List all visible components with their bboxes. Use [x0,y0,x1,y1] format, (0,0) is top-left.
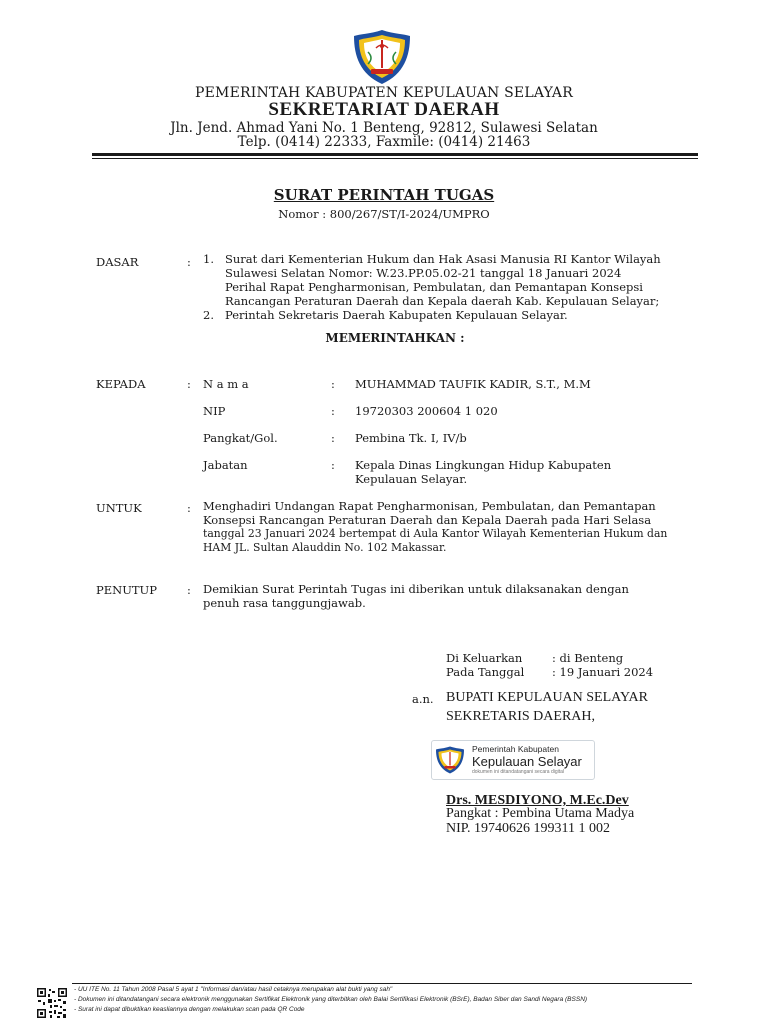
signer-title-line1: BUPATI KEPULAUAN SELAYAR [446,690,648,705]
name-field-label: N a m a [203,377,249,391]
government-name: PEMERINTAH KABUPATEN KEPULAUAN SELAYAR [195,85,573,101]
office-address: Jln. Jend. Ahmad Yani No. 1 Benteng, 92812, Sulawesi Selatan [170,120,598,136]
letterhead-rule-thick [92,153,698,156]
kepada-colon: : [187,377,191,391]
footer-note: - Dokumen ini ditandatangani secara elektronik menggunakan Sertifikat Elektronik yang diterbitkan oleh Balai Sertifikasi Elektronik (BSrE), Badan Siber dan Sandi Negara (BSSN) [74,996,588,1003]
penutup-label: PENUTUP [96,583,157,597]
order-heading: MEMERINTAHKAN : [325,331,465,345]
nip-field-value: 19720303 200604 1 020 [355,404,498,418]
untuk-text: Menghadiri Undangan Rapat Pengharmonisan, Pembulatan, dan Pemantapan Konsepsi Rancangan Peraturan Daerah dan Kepala Daerah pada Hari Selasa tanggal 23 Januari 2024 bertempat di Aula Kantor Wilayah Kementerian Hukum dan HAM JL. Sultan Alauddin No. 102 Makassar. [203,499,668,554]
e-sign-line1: Pemerintah Kabupaten [472,744,559,754]
footer-rule [72,983,692,984]
issued-place-value: : di Benteng [552,651,624,665]
letterhead-rule-thin [92,158,698,159]
document-title: SURAT PERINTAH TUGAS [273,186,495,204]
an-label: a.n. [412,692,434,706]
issued-date-label: Pada Tanggal [446,665,525,679]
footer-notes [74,985,714,1015]
untuk-label: UNTUK [96,501,142,515]
document-number: Nomor : 800/267/ST/I-2024/UMPRO [278,207,490,221]
qr-code-icon[interactable] [36,987,68,1019]
rank-field-label: Pangkat/Gol. [203,431,278,445]
office-name: SEKRETARIAT DAERAH [268,99,500,120]
rank-field-value: Pembina Tk. I, IV/b [355,431,467,445]
e-sign-line2: Kepulauan Selayar [472,754,582,769]
dasar-item: 2. Perintah Sekretaris Daerah Kabupaten Kepulauan Selayar. [203,308,568,322]
dasar-colon: : [187,255,191,269]
position-field-value: Kepala Dinas Lingkungan Hidup Kabupaten Kepulauan Selayar. [355,458,612,486]
kepada-label: KEPADA [96,377,146,391]
signer-name: Drs. MESDIYONO, M.Ec.Dev [446,793,629,808]
signer-nip: NIP. 19740626 199311 1 002 [446,821,610,836]
footer-note: - UU ITE No. 11 Tahun 2008 Pasal 5 ayat 1 "Informasi dan/atau hasil cetaknya merupakan alat bukti yang sah" [74,986,393,993]
footer-note: - Surat ini dapat dibuktikan keasliannya dengan melakukan scan pada QR Code [74,1006,305,1013]
dasar-item: 1. Surat dari Kementerian Hukum dan Hak Asasi Manusia RI Kantor Wilayah Sulawesi Selatan Nomor: W.23.PP.05.02-21 tanggal 18 Januari 2024 Perihal Rapat Pengharmonisan, Pembulatan, dan Pemantapan Konsepsi Rancangan Peraturan Daerah dan Kepala daerah Kab. Kepulauan Selayar; [203,252,661,308]
regency-coat-of-arms-icon [352,28,412,86]
issued-place-label: Di Keluarkan [446,651,523,665]
nip-field-label: NIP [203,404,226,418]
untuk-colon: : [187,501,191,515]
name-field-value: MUHAMMAD TAUFIK KADIR, S.T., M.M [355,377,591,391]
office-phone: Telp. (0414) 22333, Faxmile: (0414) 21463 [237,134,531,150]
nip-field-colon: : [331,404,335,418]
name-field-colon: : [331,377,335,391]
dasar-label: DASAR [96,255,139,269]
issued-date-value: : 19 Januari 2024 [552,665,654,679]
signer-rank: Pangkat : Pembina Utama Madya [446,806,635,821]
electronic-signature-stamp [431,740,595,780]
rank-field-colon: : [331,431,335,445]
penutup-text: Demikian Surat Perintah Tugas ini diberikan untuk dilaksanakan dengan penuh rasa tanggungjawab. [203,582,629,610]
dasar-list [203,252,703,322]
penutup-colon: : [187,583,191,597]
signer-title-line2: SEKRETARIS DAERAH, [446,709,595,724]
position-field-label: Jabatan [203,458,248,472]
e-sign-line3: dokumen ini ditandatangani secara digital [472,769,565,775]
position-field-colon: : [331,458,335,472]
regency-coat-of-arms-icon [435,744,465,776]
